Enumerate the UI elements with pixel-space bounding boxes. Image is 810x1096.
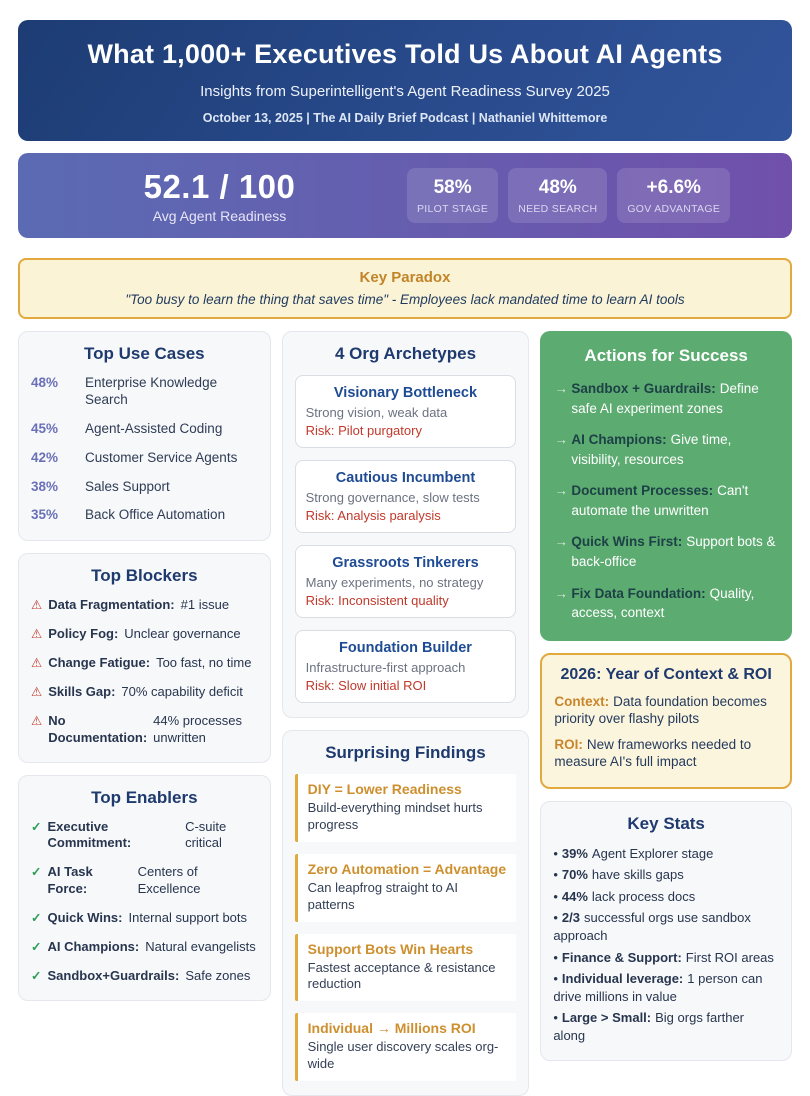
enabler-text: Safe zones [185, 967, 251, 983]
finding-desc: Fastest acceptance & resistance reduction [307, 959, 496, 992]
key-stat-item [553, 1009, 779, 1044]
archetype-name: Visionary Bottleneck [333, 385, 478, 401]
archetype-name: Grassroots Tinkerers [332, 555, 479, 571]
top-enablers-card [18, 775, 271, 1001]
stat-pill-need-search [508, 168, 607, 223]
outlook-2026-card [540, 653, 792, 789]
use-case-label: Back Office Automation [85, 507, 226, 523]
readiness-score-block [32, 168, 407, 224]
use-case-row [31, 450, 258, 467]
use-case-pct: 42% [31, 449, 59, 465]
key-stat-label: 39% [561, 845, 588, 861]
outlook-label: Context: [554, 693, 610, 709]
key-stats-card [540, 801, 792, 1061]
bullet-icon: • [553, 910, 558, 926]
use-case-row [31, 479, 258, 496]
blocker-label: No Documentation: [48, 712, 148, 745]
warning-icon: ⚠ [31, 598, 43, 613]
enabler-label: AI Champions: [47, 939, 140, 955]
finding-item [295, 934, 517, 1002]
action-item [554, 430, 778, 469]
blocker-label: Policy Fog: [48, 626, 119, 642]
use-case-pct: 45% [31, 420, 59, 436]
bullet-icon: • [553, 867, 558, 883]
enabler-label: Executive Commitment: [47, 818, 132, 851]
finding-item [295, 1013, 517, 1081]
outlook-label: ROI: [554, 736, 583, 752]
enabler-text: Centers of Excellence [137, 864, 201, 897]
archetype-risk: Risk: Pilot purgatory [305, 423, 422, 438]
blocker-text: Unclear governance [124, 626, 241, 642]
card-title: Top Blockers [91, 566, 198, 586]
enabler-row [31, 910, 258, 927]
page-subtitle: Insights from Superintelligent's Agent Readiness Survey 2025 [200, 83, 610, 100]
action-text: Quality, access, context [571, 585, 755, 621]
actions-for-success-card [540, 331, 792, 641]
content-columns [18, 331, 792, 1096]
action-label: Fix Data Foundation: [571, 585, 706, 601]
key-paradox-text: "Too busy to learn the thing that saves time" - Employees lack mandated time to learn AI tools [125, 292, 685, 307]
blocker-label: Skills Gap: [48, 683, 116, 699]
key-stat-item [553, 845, 779, 863]
use-case-pct: 38% [31, 478, 59, 494]
outlook-text: Data foundation becomes priority over flashy pilots [554, 693, 767, 727]
blocker-text: 70% capability deficit [121, 683, 243, 699]
action-item [554, 584, 778, 623]
enabler-label: Quick Wins: [47, 910, 123, 926]
archetype-item [295, 375, 517, 448]
arrow-icon: → [554, 534, 568, 550]
finding-title: Support Bots Win Hearts [307, 940, 474, 957]
archetype-item [295, 630, 517, 703]
action-item [554, 379, 778, 418]
arrow-icon: → [554, 483, 568, 499]
key-stat-text: First ROI areas [685, 949, 774, 965]
card-title: 2026: Year of Context & ROI [560, 665, 772, 683]
stat-value: 58% [433, 177, 472, 198]
use-case-label: Enterprise Knowledge Search [85, 375, 218, 407]
key-stat-text: successful orgs use sandbox approach [553, 910, 751, 943]
check-icon: ✓ [31, 865, 42, 880]
use-case-pct: 48% [31, 375, 59, 390]
card-title: Actions for Success [584, 346, 748, 365]
enabler-text: C-suite critical [185, 818, 227, 851]
top-use-cases-card [18, 331, 271, 541]
bullet-icon: • [553, 971, 558, 987]
action-text: Support bots & back-office [571, 534, 776, 569]
readiness-score-label: Avg Agent Readiness [152, 207, 287, 224]
blocker-row [31, 684, 258, 701]
left-column [18, 331, 271, 1001]
action-text: Can't automate the unwritten [571, 483, 749, 518]
key-paradox-callout [18, 258, 792, 319]
surprising-findings-card [282, 730, 530, 1096]
blocker-text: 44% processes unwritten [153, 712, 243, 745]
use-case-pct: 35% [31, 507, 59, 523]
action-label: AI Champions: [571, 432, 667, 448]
archetype-risk: Risk: Slow initial ROI [305, 678, 427, 693]
card-title: Surprising Findings [325, 743, 486, 762]
enabler-row [31, 939, 258, 956]
org-archetypes-card [282, 331, 530, 718]
warning-icon: ⚠ [31, 713, 43, 728]
blocker-text: Too fast, no time [156, 655, 252, 671]
card-title: Top Enablers [91, 787, 198, 807]
archetype-desc: Strong governance, slow tests [305, 490, 480, 505]
finding-desc: Build-everything mindset hurts progress [307, 800, 483, 832]
stat-pill-pilot-stage [407, 168, 498, 223]
action-item [554, 481, 778, 520]
key-stat-item [553, 909, 779, 944]
archetype-name: Cautious Incumbent [335, 470, 476, 486]
key-stat-item [553, 866, 779, 884]
blocker-row [31, 626, 258, 643]
key-stat-text: lack process docs [591, 888, 696, 904]
action-text: Define safe AI experiment zones [571, 381, 759, 416]
finding-item [295, 774, 517, 842]
stat-label: NEED SEARCH [518, 203, 598, 215]
use-case-label: Customer Service Agents [85, 449, 238, 465]
key-stat-label: Individual leverage: [561, 971, 684, 987]
stat-pill-gov-advantage [617, 168, 730, 223]
header-banner [18, 20, 792, 141]
finding-desc: Single user discovery scales org-wide [307, 1039, 499, 1072]
finding-title: DIY = Lower Readiness [307, 781, 462, 797]
check-icon: ✓ [31, 940, 42, 955]
action-text: Give time, visibility, resources [571, 432, 732, 467]
warning-icon: ⚠ [31, 656, 43, 671]
key-stat-item [553, 949, 779, 967]
arrow-icon: → [554, 585, 568, 601]
key-stat-text: 1 person can drive millions in value [553, 971, 763, 1004]
stat-label: PILOT STAGE [417, 203, 489, 215]
check-icon: ✓ [31, 911, 42, 926]
archetype-risk: Risk: Inconsistent quality [305, 593, 449, 608]
check-icon: ✓ [31, 968, 42, 983]
card-title: 4 Org Archetypes [334, 344, 477, 363]
use-case-row [31, 507, 258, 524]
action-label: Sandbox + Guardrails: [571, 381, 716, 396]
finding-title: Zero Automation = Advantage [307, 860, 507, 877]
key-stat-label: Large > Small: [561, 1010, 652, 1026]
bullet-icon: • [553, 888, 558, 904]
warning-icon: ⚠ [31, 684, 43, 699]
outlook-item [554, 736, 778, 771]
arrow-icon: → [554, 381, 568, 396]
bullet-icon: • [553, 949, 558, 965]
archetype-desc: Many experiments, no strategy [305, 575, 484, 590]
page-title: What 1,000+ Executives Told Us About AI Agents [87, 39, 723, 69]
bullet-icon: • [553, 845, 558, 861]
blocker-text: #1 issue [180, 597, 230, 613]
score-banner [18, 153, 792, 238]
use-case-label: Sales Support [85, 478, 170, 494]
enabler-row [31, 819, 258, 853]
blocker-label: Data Fragmentation: [48, 597, 175, 613]
use-case-row [31, 421, 258, 438]
warning-icon: ⚠ [31, 627, 43, 642]
archetype-item [295, 460, 517, 533]
outlook-item [554, 693, 778, 728]
key-stat-label: 2/3 [561, 910, 580, 926]
arrow-icon: → [554, 432, 568, 448]
archetype-risk: Risk: Analysis paralysis [305, 508, 441, 523]
blocker-label: Change Fatigue: [48, 655, 151, 671]
enabler-row [31, 968, 258, 985]
use-case-row [31, 375, 258, 409]
action-item [554, 532, 778, 571]
action-label: Document Processes: [571, 483, 714, 499]
right-column [540, 331, 792, 1061]
blocker-row [31, 655, 258, 672]
key-stat-label: 44% [561, 888, 588, 904]
use-case-label: Agent-Assisted Coding [85, 420, 223, 436]
stat-value: +6.6% [646, 177, 701, 198]
key-stat-item [553, 970, 779, 1005]
check-icon: ✓ [31, 819, 42, 834]
enabler-label: Sandbox+Guardrails: [47, 967, 180, 983]
finding-desc: Can leapfrog straight to AI patterns [307, 879, 458, 912]
middle-column [282, 331, 530, 1096]
enabler-row [31, 864, 258, 898]
archetype-desc: Infrastructure-first approach [305, 660, 466, 675]
key-stat-text: have skills gaps [591, 867, 684, 883]
enabler-label: AI Task Force: [47, 864, 93, 897]
stat-pills [407, 168, 730, 223]
key-stat-label: Finance & Support: [561, 949, 682, 965]
finding-item [295, 854, 517, 922]
archetype-name: Foundation Builder [339, 640, 472, 656]
enabler-text: Internal support bots [128, 910, 248, 926]
bullet-icon: • [553, 1010, 558, 1026]
card-title: Key Stats [627, 813, 705, 833]
finding-title: Individual → Millions ROI [307, 1020, 476, 1037]
top-blockers-card [18, 553, 271, 762]
archetype-desc: Strong vision, weak data [305, 405, 448, 420]
enabler-text: Natural evangelists [145, 939, 256, 955]
stat-value: 48% [538, 177, 577, 198]
stat-label: GOV ADVANTAGE [627, 203, 721, 215]
key-paradox-title: Key Paradox [359, 269, 451, 286]
outlook-text: New frameworks needed to measure AI's full impact [554, 736, 752, 770]
key-stat-item [553, 888, 779, 906]
readiness-score: 52.1 / 100 [143, 167, 296, 205]
card-title: Top Use Cases [84, 344, 205, 363]
archetype-item [295, 545, 517, 618]
action-label: Quick Wins First: [571, 534, 683, 550]
page-meta: October 13, 2025 | The AI Daily Brief Podcast | Nathaniel Whittemore [202, 111, 608, 125]
key-stat-label: 70% [561, 867, 588, 883]
blocker-row [31, 597, 258, 614]
key-stat-text: Big orgs farther along [553, 1010, 744, 1043]
key-stat-text: Agent Explorer stage [591, 845, 714, 861]
blocker-row [31, 713, 258, 747]
